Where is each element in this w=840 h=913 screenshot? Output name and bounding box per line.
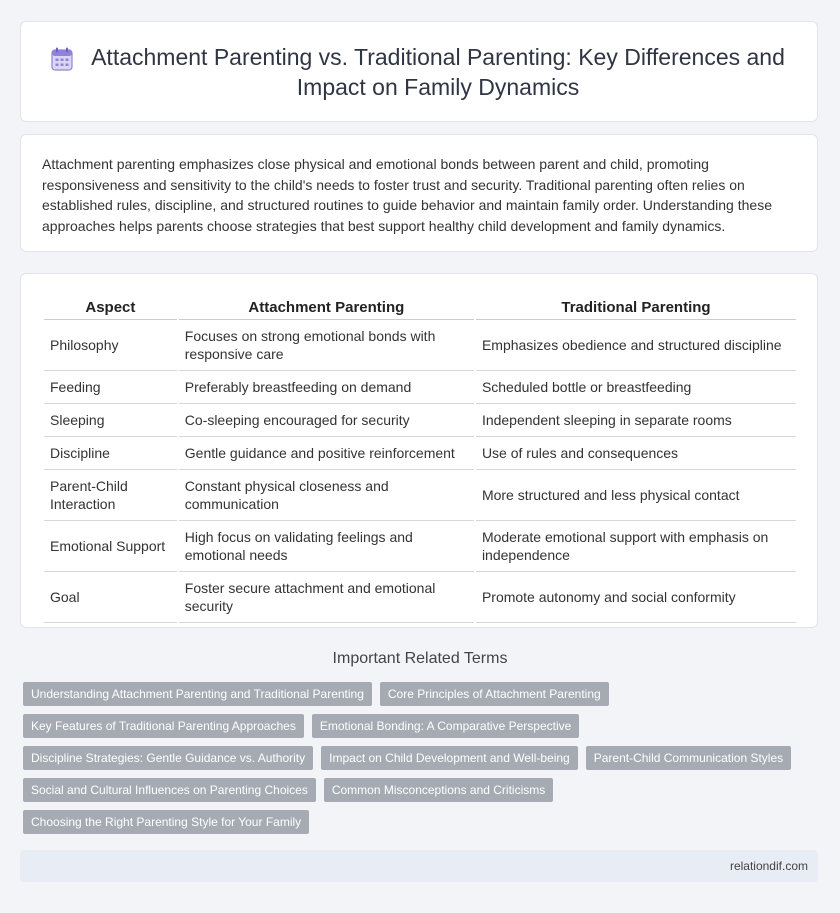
row-attachment: Gentle guidance and positive reinforcement xyxy=(179,437,474,470)
table-row xyxy=(44,320,796,371)
page-title: Attachment Parenting vs. Traditional Parenting: Key Differences and Impact on Family Dynamics xyxy=(91,43,785,100)
intro-paragraph: Attachment parenting emphasizes close physical and emotional bonds between parent and child, promoting responsiveness and sensitivity to the child's needs to foster trust and security. Traditional parenting often relies on established rules, discipline, and structured routines to guide behavior and maintain family order. Understanding these approaches helps parents choose strategies that best support healthy child development and family dynamics. xyxy=(42,156,772,234)
table-row xyxy=(44,521,796,572)
row-traditional: Moderate emotional support with emphasis on independence xyxy=(476,521,796,572)
comparison-table xyxy=(42,295,798,623)
related-term-tag[interactable]: Core Principles of Attachment Parenting xyxy=(380,682,609,706)
related-term-tag[interactable]: Impact on Child Development and Well-being xyxy=(321,746,578,770)
row-attachment: High focus on validating feelings and emotional needs xyxy=(179,521,474,572)
calendar-icon xyxy=(51,47,73,71)
row-attachment: Preferably breastfeeding on demand xyxy=(179,371,474,404)
comparison-table-card xyxy=(20,273,818,628)
related-terms-list xyxy=(23,682,813,834)
header-traditional-parenting: Traditional Parenting xyxy=(476,295,796,320)
related-term-tag[interactable]: Parent-Child Communication Styles xyxy=(586,746,791,770)
related-term-tag[interactable]: Key Features of Traditional Parenting Approaches xyxy=(23,714,304,738)
related-term-tag[interactable]: Social and Cultural Influences on Parenting Choices xyxy=(23,778,316,802)
table-row xyxy=(44,371,796,404)
row-aspect: Goal xyxy=(44,572,177,623)
row-aspect: Discipline xyxy=(44,437,177,470)
row-attachment: Focuses on strong emotional bonds with responsive care xyxy=(179,320,474,371)
row-traditional: More structured and less physical contact xyxy=(476,470,796,521)
related-term-tag[interactable]: Emotional Bonding: A Comparative Perspective xyxy=(312,714,579,738)
row-aspect: Feeding xyxy=(44,371,177,404)
row-aspect: Emotional Support xyxy=(44,521,177,572)
table-header-row xyxy=(44,295,796,320)
row-traditional: Emphasizes obedience and structured discipline xyxy=(476,320,796,371)
row-attachment: Constant physical closeness and communication xyxy=(179,470,474,521)
table-row xyxy=(44,404,796,437)
row-traditional: Scheduled bottle or breastfeeding xyxy=(476,371,796,404)
row-attachment: Foster secure attachment and emotional security xyxy=(179,572,474,623)
related-terms-heading: Important Related Terms xyxy=(332,650,508,667)
table-row xyxy=(44,437,796,470)
table-row xyxy=(44,470,796,521)
table-row xyxy=(44,572,796,623)
header-aspect: Aspect xyxy=(44,295,177,320)
header-attachment-parenting: Attachment Parenting xyxy=(179,295,474,320)
related-term-tag[interactable]: Discipline Strategies: Gentle Guidance vs. Authority xyxy=(23,746,313,770)
row-traditional: Use of rules and consequences xyxy=(476,437,796,470)
intro-card xyxy=(20,134,818,252)
footer-site-name: relationdif.com xyxy=(729,859,808,873)
row-attachment: Co-sleeping encouraged for security xyxy=(179,404,474,437)
related-term-tag[interactable]: Choosing the Right Parenting Style for Your Family xyxy=(23,810,309,834)
title-wrap xyxy=(21,22,817,121)
row-traditional: Promote autonomy and social conformity xyxy=(476,572,796,623)
title-card xyxy=(20,21,818,122)
row-traditional: Independent sleeping in separate rooms xyxy=(476,404,796,437)
related-term-tag[interactable]: Common Misconceptions and Criticisms xyxy=(324,778,553,802)
footer xyxy=(20,850,818,882)
row-aspect: Philosophy xyxy=(44,320,177,371)
row-aspect: Parent-Child Interaction xyxy=(44,470,177,521)
related-term-tag[interactable]: Understanding Attachment Parenting and Traditional Parenting xyxy=(23,682,372,706)
row-aspect: Sleeping xyxy=(44,404,177,437)
